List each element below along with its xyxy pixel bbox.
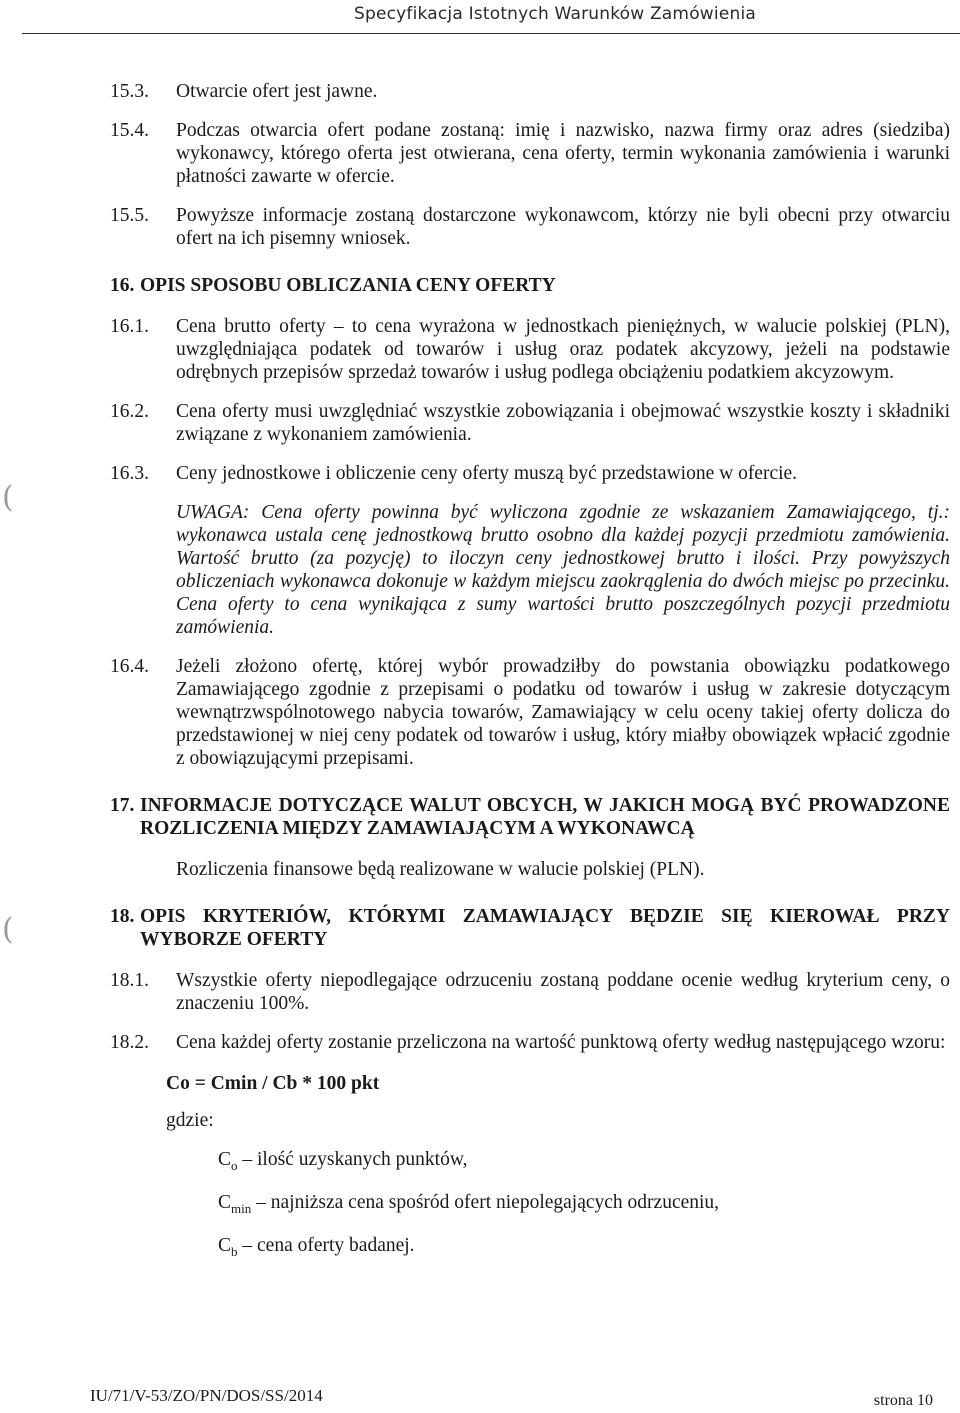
paragraph-number: 16.4. bbox=[110, 656, 149, 677]
paragraph-text: Cena brutto oferty – to cena wyrażona w jednostkach pieniężnych, w walucie polskiej (PLN), uwzględniająca podatek od towarów i usług oraz podatek akcyzowy, jeżeli na podstawie odrębnych przepisów sprzedaż towarów i usług podlega obciążeniu podatkiem akcyzowym. bbox=[176, 316, 950, 383]
legend-description: – najniższa cena spośród ofert niepolegających odrzuceniu, bbox=[256, 1191, 720, 1213]
document-reference-id: IU/71/V-53/ZO/PN/DOS/SS/2014 bbox=[90, 1386, 323, 1405]
legend-subscript: b bbox=[231, 1243, 238, 1259]
paragraph-number: 15.4. bbox=[110, 120, 149, 141]
document-title: Specyfikacja Istotnych Warunków Zamówienia bbox=[353, 4, 756, 24]
formula-legend-item bbox=[218, 1191, 950, 1220]
paragraph-15-4 bbox=[110, 119, 950, 188]
note-uwaga: UWAGA: Cena oferty powinna być wyliczona zgodnie ze wskazaniem Zamawiającego, tj.: wykonawca ustala cenę jednostkową brutto osobno dla każdej pozycji przedmiotu zamówienia. Wartość brutto (za pozycję) to iloczyn ceny jednostkowej brutto i ilości. Przy powyższych obliczeniach wykonawca dokonuje w każdym miejscu zaokrąglenia do dwóch miejsc po przecinku. Cena oferty to cena wynikająca z sumy wartości brutto poszczególnych pozycji przedmiotu zamówienia. bbox=[176, 502, 950, 638]
paragraph-text: Cena oferty musi uwzględniać wszystkie zobowiązania i obejmować wszystkie koszty i składniki związane z wykonaniem zamówienia. bbox=[176, 401, 950, 445]
legend-symbol: C bbox=[218, 1234, 232, 1256]
margin-bracket-mark: ( bbox=[2, 912, 14, 947]
legend-subscript: o bbox=[231, 1157, 238, 1173]
section-title: OPIS SPOSOBU OBLICZANIA CENY OFERTY bbox=[140, 275, 556, 296]
formula-legend-item bbox=[218, 1148, 950, 1177]
section-title: OPIS KRYTERIÓW, KTÓRYMI ZAMAWIAJĄCY BĘDZIE SIĘ KIEROWAŁ PRZY WYBORZE OFERTY bbox=[140, 906, 950, 950]
score-formula: Co = Cmin / Cb * 100 pkt bbox=[166, 1073, 380, 1094]
section-number: 18. bbox=[110, 906, 135, 927]
legend-description: – ilość uzyskanych punktów, bbox=[242, 1149, 468, 1170]
paragraph-text: Wszystkie oferty niepodlegające odrzuceniu zostaną poddane ocenie według kryterium ceny, o znaczeniu 100%. bbox=[176, 970, 950, 1014]
section-number: 17. bbox=[110, 795, 135, 816]
legend-description: – cena oferty badanej. bbox=[242, 1234, 415, 1256]
section-number: 16. bbox=[110, 275, 135, 296]
document-body bbox=[110, 80, 950, 1277]
paragraph-16-3 bbox=[110, 462, 950, 485]
legend-symbol: C bbox=[218, 1149, 232, 1170]
section-title: INFORMACJE DOTYCZĄCE WALUT OBCYCH, W JAKICH MOGĄ BYĆ PROWADZONE ROZLICZENIA MIĘDZY ZAMAWIAJĄCYM A WYKONAWCĄ bbox=[140, 795, 950, 839]
legend-symbol: C bbox=[218, 1191, 232, 1213]
paragraph-17-text: Rozliczenia finansowe będą realizowane w walucie polskiej (PLN). bbox=[176, 859, 705, 880]
section-heading-17 bbox=[110, 794, 950, 840]
paragraph-18-1 bbox=[110, 969, 950, 1015]
paragraph-text: Cena każdej oferty zostanie przeliczona na wartość punktową oferty według następującego wzoru: bbox=[176, 1032, 946, 1053]
paragraph-16-2 bbox=[110, 400, 950, 446]
paragraph-text: Podczas otwarcia ofert podane zostaną: imię i nazwisko, nazwa firmy oraz adres (siedziba) wykonawcy, którego oferta jest otwierana, cena oferty, termin wykonania zamówienia i warunki płatności zawarte w ofercie. bbox=[176, 120, 950, 187]
paragraph-number: 15.3. bbox=[110, 81, 149, 102]
paragraph-text: Powyższe informacje zostaną dostarczone wykonawcom, którzy nie byli obecni przy otwarciu ofert na ich pisemny wniosek. bbox=[176, 205, 950, 249]
paragraph-text: Otwarcie ofert jest jawne. bbox=[176, 81, 378, 102]
paragraph-15-3 bbox=[110, 80, 950, 103]
paragraph-number: 18.2. bbox=[110, 1032, 149, 1053]
paragraph-number: 16.2. bbox=[110, 401, 149, 422]
formula-legend-item bbox=[218, 1234, 950, 1263]
page-number: strona 10 bbox=[873, 1392, 933, 1409]
paragraph-16-1 bbox=[110, 315, 950, 384]
legend-subscript: min bbox=[231, 1200, 252, 1216]
section-heading-18 bbox=[110, 905, 950, 951]
paragraph-number: 15.5. bbox=[110, 205, 149, 226]
paragraph-18-2 bbox=[110, 1031, 950, 1054]
paragraph-16-4 bbox=[110, 655, 950, 770]
paragraph-number: 18.1. bbox=[110, 970, 149, 991]
section-heading-16 bbox=[110, 274, 950, 297]
paragraph-15-5 bbox=[110, 204, 950, 250]
paragraph-text: Ceny jednostkowe i obliczenie ceny oferty muszą być przedstawione w ofercie. bbox=[176, 463, 798, 484]
paragraph-number: 16.1. bbox=[110, 316, 149, 337]
paragraph-text: Jeżeli złożono ofertę, której wybór prowadziłby do powstania obowiązku podatkowego Zamawiającego zgodnie z przepisami o podatku od towarów i usług w zakresie dotyczącym wewnątrzwspólnotowego nabycia towarów, Zamawiający w celu oceny takiej oferty dolicza do przedstawionej w niej ceny podatek od towarów i usług, który miałby obowiązek wpłacić zgodnie z obowiązującymi przepisami. bbox=[176, 656, 950, 769]
paragraph-number: 16.3. bbox=[110, 463, 149, 484]
header-divider bbox=[22, 33, 960, 34]
margin-bracket-mark: ( bbox=[2, 480, 14, 515]
page-header bbox=[0, 0, 960, 36]
formula-gdzie-label: gdzie: bbox=[166, 1110, 214, 1131]
